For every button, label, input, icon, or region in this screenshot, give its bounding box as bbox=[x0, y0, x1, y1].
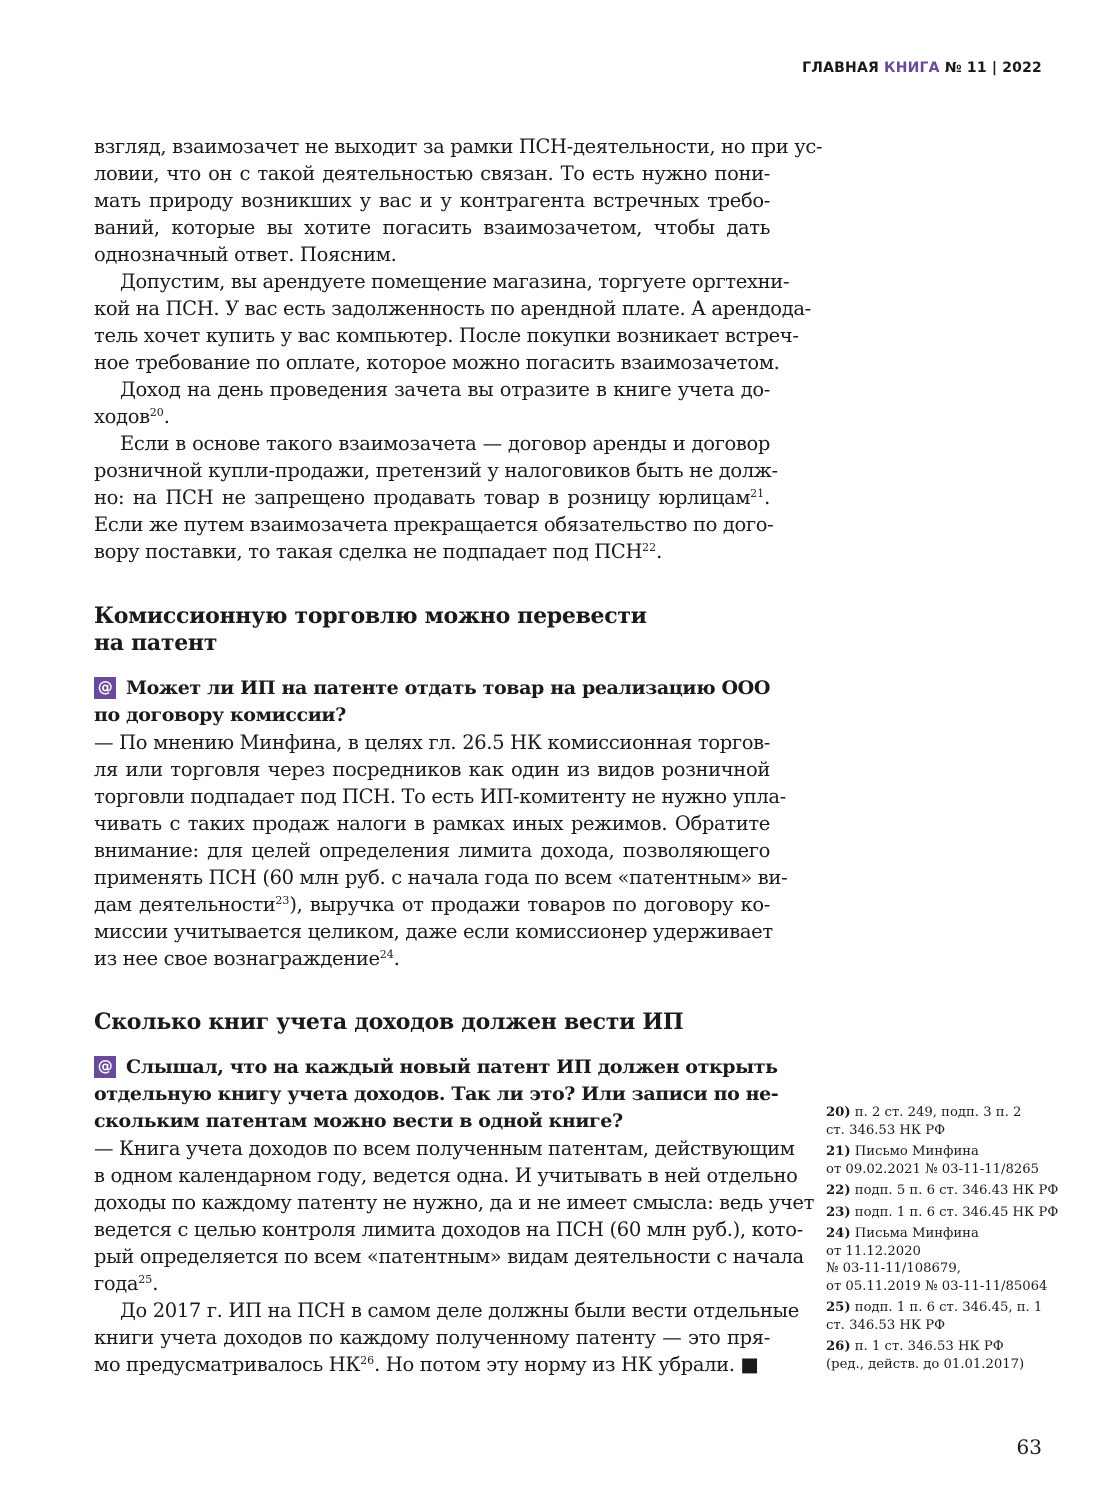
footnote-number: 21) bbox=[826, 1144, 851, 1159]
footnotes bbox=[826, 1104, 1066, 1377]
question-text: отдельную книгу учета доходов. Так ли это? Или записи по не- bbox=[94, 1083, 779, 1105]
text-line: ваний, которые вы хотите погасить взаимозачетом, чтобы дать bbox=[94, 216, 770, 239]
footnote-line bbox=[826, 1104, 1066, 1122]
footnote-text: п. 2 ст. 249, подп. 3 п. 2 bbox=[854, 1105, 1022, 1120]
footnote-number: 26) bbox=[826, 1339, 851, 1354]
question-line bbox=[94, 1054, 778, 1081]
answer bbox=[94, 1135, 815, 1378]
footnote-number: 24) bbox=[826, 1226, 851, 1241]
footnote-ref: 23 bbox=[275, 894, 290, 907]
question-text: Может ли ИП на патенте отдать товар на реализацию ООО bbox=[126, 677, 770, 699]
text-line bbox=[94, 403, 770, 430]
footnote-ref: 21 bbox=[750, 487, 765, 500]
text-segment: мо предусматривалось НК bbox=[94, 1353, 361, 1376]
heading-line: на патент bbox=[94, 630, 218, 656]
question bbox=[94, 1054, 779, 1135]
question-line bbox=[94, 1081, 779, 1108]
footnote-text: п. 1 ст. 346.53 НК РФ bbox=[854, 1339, 1004, 1354]
text-line: ведется с целью контроля лимита доходов на ПСН (60 млн руб.), кото- bbox=[94, 1218, 803, 1241]
footnote-line bbox=[826, 1122, 1066, 1140]
question-text: по договору комиссии? bbox=[94, 704, 346, 726]
text-line: кой на ПСН. У вас есть задолженность по арендной плате. А арендода- bbox=[94, 297, 811, 320]
footnote-number: 25) bbox=[826, 1300, 851, 1315]
footnote-line bbox=[826, 1356, 1066, 1374]
text-line: тель хочет купить у вас компьютер. После покупки возникает встреч- bbox=[94, 324, 799, 347]
footnote-line bbox=[826, 1338, 1066, 1356]
footnote-number: 20) bbox=[826, 1105, 851, 1120]
footnote-text: (ред., действ. до 01.01.2017) bbox=[826, 1356, 1025, 1372]
text-line: Доход на день проведения зачета вы отразите в книге учета до- bbox=[120, 378, 770, 401]
footnote bbox=[826, 1104, 1066, 1139]
footnote-line bbox=[826, 1204, 1066, 1222]
text-line bbox=[94, 1270, 770, 1297]
footnote bbox=[826, 1225, 1066, 1295]
question-text: скольким патентам можно вести в одной книге? bbox=[94, 1110, 623, 1132]
question-line bbox=[94, 1108, 770, 1135]
text-segment: дам деятельности bbox=[94, 893, 276, 916]
at-sign-icon: @ bbox=[94, 1056, 116, 1078]
text-line: мать природу возникших у вас и у контрагента встречных требо- bbox=[94, 189, 770, 212]
text-segment: ходов bbox=[94, 405, 150, 428]
footnote-line bbox=[826, 1143, 1066, 1161]
question bbox=[94, 675, 770, 729]
footnote bbox=[826, 1143, 1066, 1178]
running-header bbox=[802, 60, 1042, 76]
text-segment: года bbox=[94, 1272, 139, 1295]
text-line: чивать с таких продаж налоги в рамках иных режимов. Обратите bbox=[94, 812, 770, 835]
question-text: Слышал, что на каждый новый патент ИП должен открыть bbox=[126, 1056, 778, 1078]
text-line: розничной купли-продажи, претензий у налоговиков быть не долж- bbox=[94, 459, 778, 482]
text-line bbox=[94, 891, 770, 918]
page-number: 63 bbox=[1016, 1435, 1042, 1459]
text-line: взгляд, взаимозачет не выходит за рамки ПСН-деятельности, но при ус- bbox=[94, 135, 823, 158]
footnote-text: ст. 346.53 НК РФ bbox=[826, 1122, 946, 1138]
footnote-line bbox=[826, 1299, 1066, 1317]
footnote-ref: 24 bbox=[379, 948, 394, 961]
text-line: — По мнению Минфина, в целях гл. 26.5 НК комиссионная торгов- bbox=[94, 731, 770, 754]
footnote-line bbox=[826, 1278, 1066, 1296]
text-segment: вору поставки, то такая сделка не подпадает под ПСН bbox=[94, 540, 643, 563]
text-line bbox=[94, 945, 770, 972]
text-segment: но: на ПСН не запрещено продавать товар в розницу юрлицам bbox=[94, 486, 751, 509]
at-sign-icon: @ bbox=[94, 677, 116, 699]
text-line: рый определяется по всем «патентным» видам деятельности с начала bbox=[94, 1245, 804, 1268]
footnote-text: подп. 1 п. 6 ст. 346.45, п. 1 bbox=[854, 1300, 1043, 1315]
footnote-number: 23) bbox=[826, 1204, 851, 1220]
footnote-text: от 05.11.2019 № 03-11-11/85064 bbox=[826, 1278, 1048, 1294]
text-line bbox=[94, 484, 770, 511]
text-line: доходы по каждому патенту не нужно, да и не имеет смысла: ведь учет bbox=[94, 1191, 815, 1214]
text-segment: . bbox=[393, 947, 400, 970]
footnote-ref: 26 bbox=[360, 1354, 375, 1367]
text-line: однозначный ответ. Поясним. bbox=[94, 243, 397, 266]
footnote-line bbox=[826, 1317, 1066, 1335]
footnote-line bbox=[826, 1260, 1066, 1278]
text-line: ловии, что он с такой деятельностью связан. То есть нужно пони- bbox=[94, 162, 770, 185]
footnote-ref: 20 bbox=[149, 406, 164, 419]
text-segment: . Но потом эту норму из НК убрали. ■ bbox=[374, 1353, 759, 1376]
footnote bbox=[826, 1182, 1066, 1200]
answer bbox=[94, 729, 788, 972]
text-line: внимание: для целей определения лимита дохода, позволяющего bbox=[94, 839, 770, 862]
text-line: миссии учитывается целиком, даже если комиссионер удерживает bbox=[94, 920, 773, 943]
footnote-text: подп. 1 п. 6 ст. 346.45 НК РФ bbox=[854, 1204, 1059, 1220]
footnote-line bbox=[826, 1182, 1066, 1200]
footnote-line bbox=[826, 1161, 1066, 1179]
text-segment: из нее свое вознаграждение bbox=[94, 947, 380, 970]
section-commission bbox=[94, 603, 788, 972]
text-line: в одном календарном году, ведется одна. И учитывать в ней отдельно bbox=[94, 1164, 798, 1187]
section-heading bbox=[94, 1009, 770, 1036]
section-heading bbox=[94, 603, 770, 657]
footnote-ref: 25 bbox=[138, 1273, 153, 1286]
text-segment: . bbox=[764, 486, 770, 509]
footnote-text: ст. 346.53 НК РФ bbox=[826, 1317, 946, 1333]
text-line: Допустим, вы арендуете помещение магазина, торгуете оргтехни- bbox=[120, 270, 790, 293]
text-segment: ), выручка от продажи товаров по договору ко- bbox=[289, 893, 770, 916]
footnote-text: от 09.02.2021 № 03-11-11/8265 bbox=[826, 1161, 1040, 1177]
footnote-text: Письма Минфина bbox=[854, 1226, 979, 1241]
footnote bbox=[826, 1338, 1066, 1373]
footnote-line bbox=[826, 1225, 1066, 1243]
question-line bbox=[94, 702, 770, 729]
footnote-line bbox=[826, 1243, 1066, 1261]
text-line: торговли подпадает под ПСН. То есть ИП-комитенту не нужно упла- bbox=[94, 785, 786, 808]
text-line: применять ПСН (60 млн руб. с начала года по всем «патентным» ви- bbox=[94, 866, 788, 889]
footnote-number: 22) bbox=[826, 1183, 851, 1198]
question-line bbox=[94, 675, 770, 702]
brand-name-accent: КНИГА bbox=[884, 60, 940, 76]
text-line: ное требование по оплате, которое можно погасить взаимозачетом. bbox=[94, 351, 780, 374]
text-line bbox=[94, 538, 770, 565]
text-line: До 2017 г. ИП на ПСН в самом деле должны были вести отдельные bbox=[120, 1299, 799, 1322]
text-line: Если в основе такого взаимозачета — договор аренды и договор bbox=[120, 432, 770, 455]
text-line: Если же путем взаимозачета прекращается обязательство по дого- bbox=[94, 513, 774, 536]
text-line: ля или торговля через посредников как один из видов розничной bbox=[94, 758, 770, 781]
text-segment: . bbox=[152, 1272, 159, 1295]
heading-line: Комиссионную торговлю можно перевести bbox=[94, 603, 647, 629]
text-line bbox=[94, 1351, 770, 1378]
text-line: — Книга учета доходов по всем полученным патентам, действующим bbox=[94, 1137, 795, 1160]
footnote-text: подп. 5 п. 6 ст. 346.43 НК РФ bbox=[854, 1183, 1059, 1198]
text-segment: . bbox=[163, 405, 170, 428]
issue-number: № 11 | 2022 bbox=[944, 60, 1042, 76]
footnote bbox=[826, 1299, 1066, 1334]
footnote-ref: 22 bbox=[642, 541, 657, 554]
footnote bbox=[826, 1204, 1066, 1222]
brand-name: ГЛАВНАЯ bbox=[802, 60, 879, 76]
footnote-text: от 11.12.2020 bbox=[826, 1243, 921, 1259]
heading-line: Сколько книг учета доходов должен вести ИП bbox=[94, 1009, 684, 1035]
footnote-text: Письмо Минфина bbox=[854, 1144, 979, 1159]
text-line: книги учета доходов по каждому полученному патенту — это пря- bbox=[94, 1326, 770, 1349]
text-segment: . bbox=[656, 540, 662, 563]
section-income-books bbox=[94, 1009, 815, 1378]
footnote-text: № 03-11-11/108679, bbox=[826, 1261, 961, 1276]
intro-text bbox=[94, 133, 823, 565]
